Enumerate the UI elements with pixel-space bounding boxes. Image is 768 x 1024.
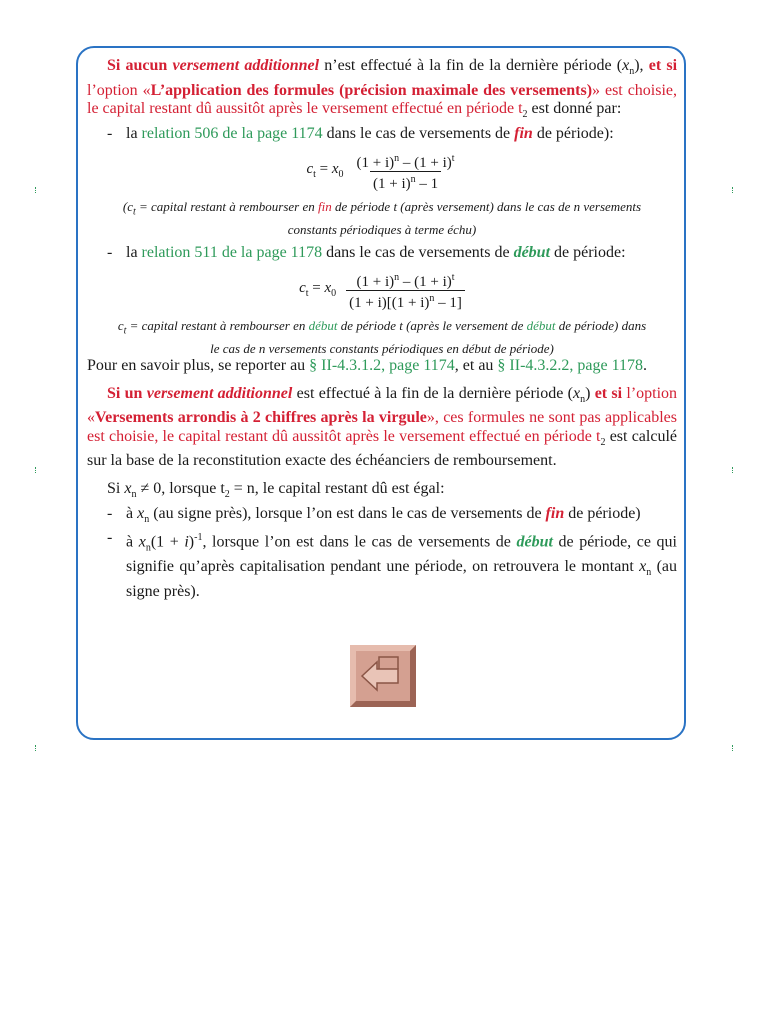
section-link-4312[interactable]: § II-4.3.1.2, page 1174 <box>309 357 455 375</box>
exponent: n <box>410 174 416 186</box>
variable-x: x <box>324 279 332 296</box>
subscript: n <box>580 393 586 405</box>
margin-mark <box>732 467 735 473</box>
text: (au signe près), lorsque l’on est dans le cas de versements de <box>149 504 546 522</box>
text: (1 + i) <box>356 155 395 172</box>
dash-bullet: - <box>107 243 113 261</box>
formula-numerator <box>354 151 458 171</box>
exponent: n <box>429 293 435 305</box>
text: Pour en savoir plus, se reporter au <box>87 357 310 375</box>
formula-lhs <box>299 279 336 304</box>
exponent: n <box>394 153 400 165</box>
paragraph-versement-additionnel <box>87 385 677 471</box>
text: (1 + i) <box>372 176 411 193</box>
emphasis-versement-additionnel: versement additionnel <box>172 57 320 74</box>
text: de période): <box>532 124 614 142</box>
text: – 1] <box>434 295 462 312</box>
emphasis-fin: fin <box>514 124 533 142</box>
subscript: n <box>144 513 150 525</box>
text: à <box>126 504 138 522</box>
subscript: t <box>132 206 136 218</box>
document-content <box>87 57 677 602</box>
margin-mark <box>732 187 735 193</box>
variable-x: x <box>138 533 146 551</box>
emphasis-debut: début <box>308 318 338 334</box>
list-item <box>87 125 677 144</box>
text: dans le cas de versements de <box>322 243 514 261</box>
text: de période) dans le cas de n versements constants périodiques en début de période) <box>210 318 647 357</box>
subscript: n <box>131 489 137 501</box>
variable-x: x <box>331 160 339 177</box>
subscript: 2 <box>522 109 528 121</box>
exponent: -1 <box>194 532 203 544</box>
variable-x: x <box>124 479 132 497</box>
subscript: 0 <box>331 287 337 299</box>
subscript: t <box>123 326 127 338</box>
text: » est choisie, le capital restant dû aussitôt après le versement effectué en période t <box>87 81 678 118</box>
text: (1 + i) <box>356 274 395 291</box>
back-button[interactable] <box>350 645 416 707</box>
margin-mark <box>732 745 735 751</box>
variable-c: c <box>306 160 314 177</box>
emphasis-debut: début <box>513 243 551 261</box>
text: », ces formules ne sont pas applicables est choisie, le capital restant dû aussitôt après le versement effectué en période t <box>87 409 678 445</box>
text: ≠ 0, lorsque t <box>136 479 225 497</box>
variable-x: x <box>137 504 145 522</box>
text: (c <box>122 199 133 215</box>
subscript: 0 <box>338 168 344 180</box>
relation-506-link[interactable]: relation 506 de la page 1174 <box>141 124 323 142</box>
paragraph-en-savoir-plus <box>87 357 677 376</box>
text: la <box>126 124 142 142</box>
text: de période t (après le versement de <box>337 318 527 334</box>
emphasis-versement-additionnel: versement additionnel <box>146 384 293 402</box>
text: = capital restant à rembourser en <box>126 318 309 334</box>
variable-i: i <box>184 533 189 551</box>
emphasis-fin: fin <box>317 199 332 215</box>
text: – 1 <box>415 176 439 193</box>
text: est calculé sur la base de la reconstitution exacte des échéanciers de remboursement. <box>87 427 677 470</box>
back-arrow-icon <box>350 645 416 707</box>
emphasis-debut: début <box>516 533 553 551</box>
text: ), <box>634 57 649 74</box>
text: c <box>117 318 124 334</box>
exponent: t <box>451 272 455 284</box>
subscript: t <box>305 287 309 299</box>
text: à <box>126 533 139 551</box>
variable-c: c <box>299 279 306 296</box>
variable-x: x <box>622 57 630 74</box>
text: Si <box>107 479 125 497</box>
text: est effectué à la fin de la dernière période ( <box>292 384 573 402</box>
formula-note-debut <box>87 317 677 357</box>
margin-mark <box>35 745 38 751</box>
margin-mark <box>35 467 38 473</box>
emphasis-debut: début <box>526 318 556 334</box>
emphasis-et-si: et si <box>648 57 678 74</box>
text: la <box>126 243 142 261</box>
exponent: n <box>394 272 400 284</box>
list-item <box>87 505 677 530</box>
paragraph-si-xn <box>87 480 677 505</box>
subscript: n <box>145 542 151 554</box>
text: n’est effectué à la fin de la dernière période ( <box>319 57 623 74</box>
text: = n, le capital restant dû est égal: <box>229 479 445 497</box>
text: de période, ce qui signifie qu’après capitalisation pendant une période, on retrouvera le montant <box>126 533 677 576</box>
formula-lhs <box>306 160 343 185</box>
text: ) <box>188 533 195 551</box>
list-item <box>87 244 677 263</box>
subscript: 2 <box>600 436 606 448</box>
dash-bullet: - <box>107 529 113 547</box>
text: , et au <box>454 357 498 375</box>
text: (1 + <box>150 533 185 551</box>
formula-fraction <box>346 270 465 311</box>
paragraph-aucun-versement <box>87 57 677 125</box>
formula-debut <box>87 270 677 311</box>
subscript: n <box>629 66 635 78</box>
text: est donné par: <box>527 100 622 118</box>
text: – (1 + i) <box>399 155 452 172</box>
emphasis-et-si: et si <box>594 384 623 402</box>
text: de période t (après versement) dans le cas de n versements constants périodiques à terme échu) <box>287 199 642 237</box>
formula-fin <box>87 151 677 192</box>
subscript: 2 <box>224 489 230 501</box>
text: = capital restant à rembourser en <box>135 199 318 215</box>
text: l’option « <box>87 81 151 99</box>
equals-sign: = <box>308 279 325 296</box>
formula-denominator <box>370 171 441 192</box>
text: ) <box>585 384 595 402</box>
variable-x: x <box>572 384 581 402</box>
emphasis-si-un: Si un <box>107 384 143 402</box>
subscript: t <box>313 168 316 180</box>
formula-fraction <box>354 151 458 192</box>
text: de période: <box>550 243 626 261</box>
formula-note-fin <box>87 198 677 238</box>
option-name: L’application des formules (précision maximale des versements) <box>150 81 593 99</box>
section-link-4322[interactable]: § II-4.3.2.2, page 1178 <box>497 357 644 375</box>
margin-mark <box>35 187 38 193</box>
list-item <box>87 529 677 601</box>
text: (1 + i)[(1 + i) <box>349 295 430 312</box>
dash-bullet: - <box>107 504 113 522</box>
text: dans le cas de versements de <box>322 124 515 142</box>
subscript: n <box>646 567 652 579</box>
emphasis-si-aucun: Si aucun <box>107 57 168 74</box>
formula-numerator <box>354 270 458 290</box>
relation-511-link[interactable]: relation 511 de la page 1178 <box>141 243 323 261</box>
exponent: t <box>451 153 455 165</box>
text: , lorsque l’on est dans le cas de versements de <box>202 533 517 551</box>
equals-sign: = <box>315 160 332 177</box>
text: . <box>643 357 648 375</box>
emphasis-fin: fin <box>545 504 565 522</box>
text: l’option « <box>87 384 678 427</box>
text: de période) <box>564 504 641 522</box>
dash-bullet: - <box>107 124 113 142</box>
option-name: Versements arrondis à 2 chiffres après la virgule <box>95 409 427 427</box>
text: – (1 + i) <box>399 274 452 291</box>
formula-denominator <box>346 290 465 311</box>
variable-x: x <box>639 558 647 576</box>
text: (au signe près). <box>126 558 677 601</box>
